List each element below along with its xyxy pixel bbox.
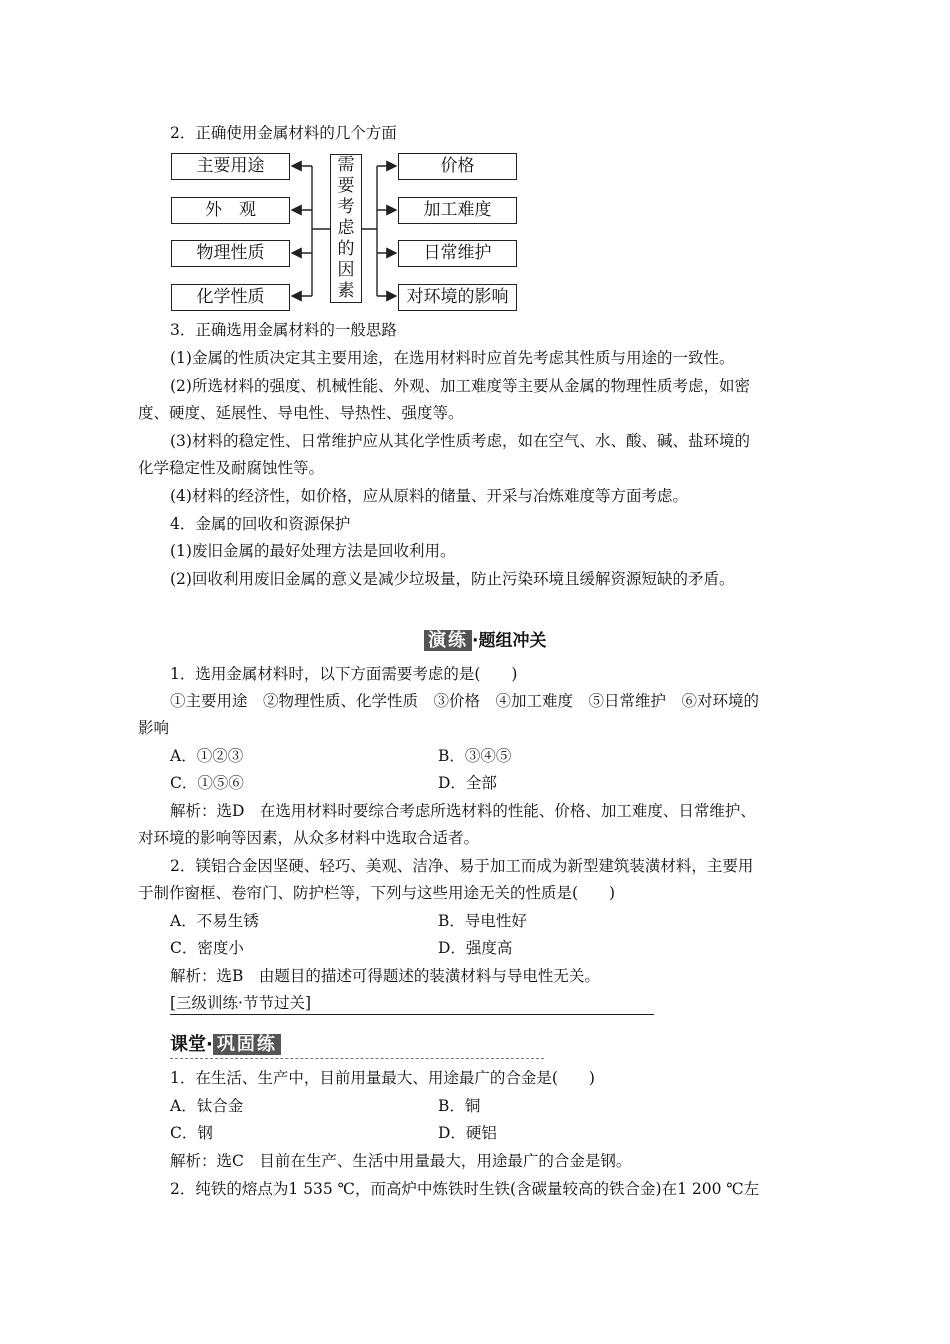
practice-header (424, 626, 546, 652)
diagram-center-char: 要 (337, 176, 355, 196)
paragraph: (4)材料的经济性，如价格，应从原料的储量、开采与冶炼难度等方面考虑。 (170, 487, 688, 505)
question-options: 影响 (138, 719, 170, 737)
paragraph: 度、硬度、延展性、导电性、导热性、强度等。 (138, 404, 464, 422)
dashed-divider (170, 1058, 544, 1059)
diagram-center-char: 虑 (337, 218, 355, 238)
question-stem: 2．镁铝合金因坚硬、轻巧、美观、洁净、易于加工而成为新型建筑装潢材料，主要用 (170, 857, 754, 875)
question-stem: 1．在生活、生产中，目前用量最大、用途最广的合金是( ) (170, 1069, 595, 1087)
diagram-center-char: 需 (337, 155, 355, 175)
diagram-center-char: 的 (337, 239, 355, 259)
diagram-center-char: 因 (337, 260, 355, 280)
paragraph: 化学稳定性及耐腐蚀性等。 (138, 459, 325, 477)
question-stem: 于制作窗框、卷帘门、防护栏等，下列与这些用途无关的性质是( ) (138, 884, 616, 902)
choice-b: B．③④⑤ (438, 747, 512, 765)
choice-b: B．导电性好 (438, 912, 527, 930)
classroom-badge: 巩固练 (213, 1034, 281, 1055)
diagram-right-box: 日常维护 (398, 240, 517, 267)
question-stem: 2．纯铁的熔点为1 535 ℃，而高炉中炼铁时生铁(含碳量较高的铁合金)在1 200 ℃左 (170, 1180, 760, 1198)
tier-label: [三级训练·节节过关] (170, 994, 312, 1012)
classroom-prefix: 课堂· (170, 1034, 213, 1055)
question-stem: 1．选用金属材料时，以下方面需要考虑的是( ) (170, 665, 518, 683)
choice-c: C．①⑤⑥ (170, 774, 244, 792)
diagram-center-char: 考 (337, 197, 355, 217)
choice-b: B．铜 (438, 1097, 481, 1115)
analysis: 对环境的影响等因素，从众多材料中选取合适者。 (138, 829, 480, 847)
diagram-center-char: 素 (337, 281, 355, 301)
section-title: 3．正确选用金属材料的一般思路 (170, 321, 397, 339)
practice-badge: 演练 (424, 630, 472, 651)
paragraph: (3)材料的稳定性、日常维护应从其化学性质考虑，如在空气、水、酸、碱、盐环境的 (170, 432, 750, 450)
diagram-left-box: 化学性质 (171, 284, 290, 311)
analysis: 解析：选B 由题目的描述可得题述的装潢材料与导电性无关。 (170, 967, 600, 985)
section-title: 4．金属的回收和资源保护 (170, 515, 351, 533)
diagram-left-box: 主要用途 (171, 153, 290, 180)
diagram-right-box: 加工难度 (398, 197, 517, 224)
choice-c: C．钢 (170, 1124, 213, 1142)
paragraph: (1)废旧金属的最好处理方法是回收利用。 (170, 542, 456, 560)
choice-c: C．密度小 (170, 939, 244, 957)
paragraph: (1)金属的性质决定其主要用途，在选用材料时应首先考虑其性质与用途的一致性。 (170, 349, 735, 367)
diagram-left-box: 外 观 (171, 197, 290, 224)
analysis: 解析：选D 在选用材料时要综合考虑所选材料的性能、价格、加工难度、日常维护、 (170, 802, 756, 820)
question-options: ①主要用途 ②物理性质、化学性质 ③价格 ④加工难度 ⑤日常维护 ⑥对环境的 (170, 692, 760, 710)
section-title: 2．正确使用金属材料的几个方面 (170, 124, 397, 142)
choice-d: D．全部 (438, 774, 497, 792)
classroom-header (170, 1030, 281, 1057)
practice-header-text: ·题组冲关 (472, 631, 547, 651)
diagram-right-box: 对环境的影响 (398, 284, 517, 311)
analysis: 解析：选C 目前在生产、生活中用量最大，用途最广的合金是钢。 (170, 1152, 632, 1170)
choice-a: A．钛合金 (170, 1097, 244, 1115)
diagram-center-box (330, 154, 362, 303)
diagram-left-box: 物理性质 (171, 240, 290, 267)
divider (170, 1014, 654, 1015)
choice-d: D．强度高 (438, 939, 513, 957)
choice-a: A．①②③ (170, 747, 244, 765)
choice-a: A．不易生锈 (170, 912, 259, 930)
paragraph: (2)回收利用废旧金属的意义是减少垃圾量，防止污染环境且缓解资源短缺的矛盾。 (170, 570, 735, 588)
diagram-right-box: 价格 (398, 153, 517, 180)
paragraph: (2)所选材料的强度、机械性能、外观、加工难度等主要从金属的物理性质考虑，如密 (170, 377, 750, 395)
choice-d: D．硬铝 (438, 1124, 497, 1142)
